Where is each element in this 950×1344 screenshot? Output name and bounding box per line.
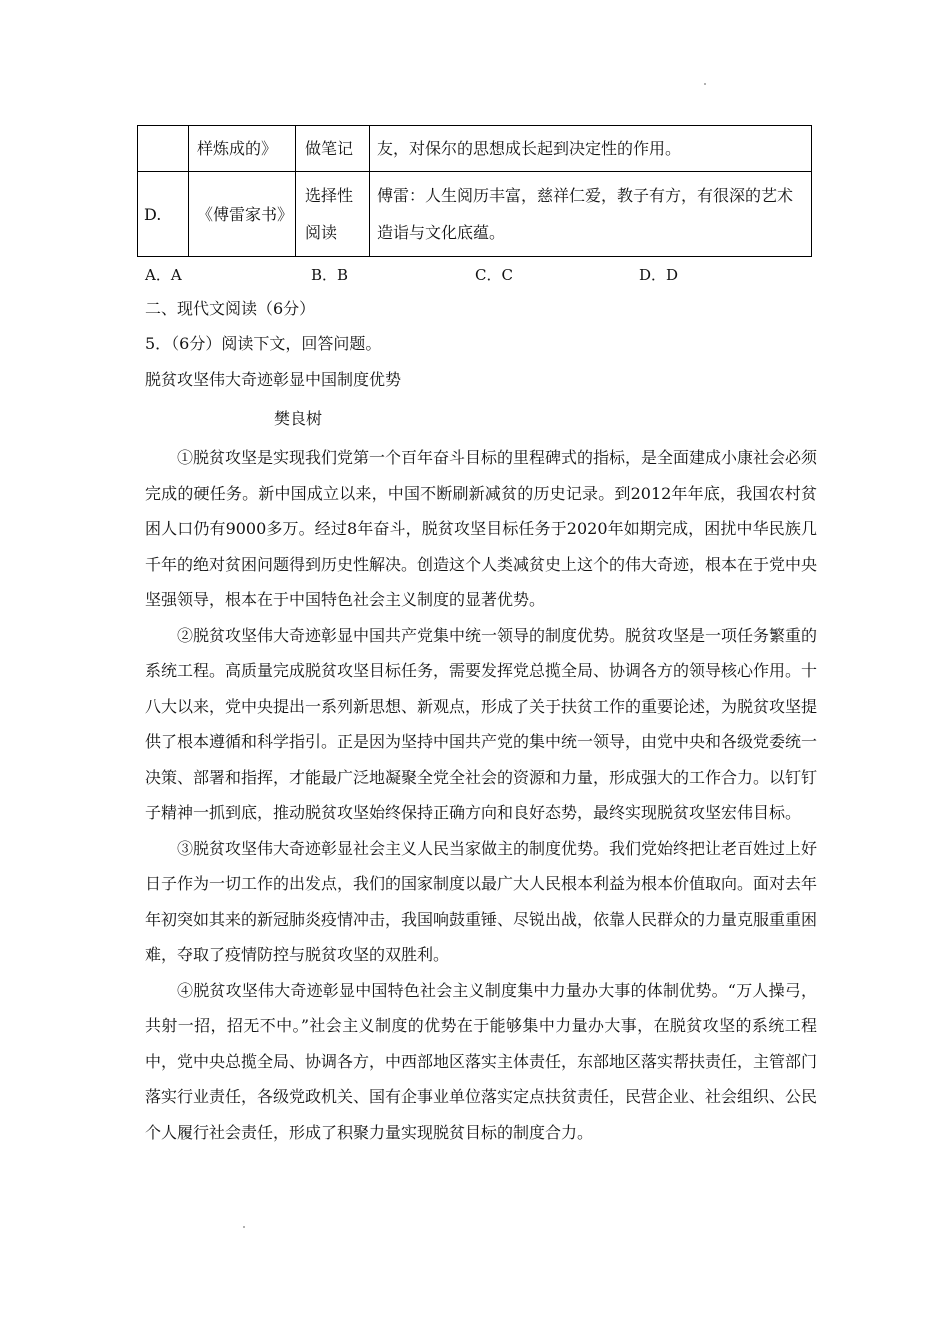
table-cell-method: 做笔记 xyxy=(296,126,370,172)
article-paragraph-3: ③脱贫攻坚伟大奇迹彰显社会主义人民当家做主的制度优势。我们党始终把让老百姓过上好日子作为一切工作的出发点，我们的国家制度以最广大人民根本利益为根本价值取向。面对去年年初突如其来的新冠肺炎疫情冲击，我国响鼓重锤、尽锐出战，依靠人民群众的力量克服重重困难，夺取了疫情防控与脱贫攻坚的双胜利。 xyxy=(145,838,818,964)
choice-a[interactable]: A．A xyxy=(145,266,182,284)
table-cell-option: D. xyxy=(138,172,189,257)
scan-mark xyxy=(704,83,706,85)
article-paragraph-1: ①脱贫攻坚是实现我们党第一个百年奋斗目标的里程碑式的指标，是全面建成小康社会必须完成的硬任务。新中国成立以来，中国不断刷新减贫的历史记录。到2012年年底，我国农村贫困人口仍有9000多万。经过8年奋斗，脱贫攻坚目标任务于2020年如期完成，困扰中华民族几千年的绝对贫困问题得到历史性解决。创造这个人类减贫史上这个的伟大奇迹，根本在于党中央坚强领导，根本在于中国特色社会主义制度的显著优势。 xyxy=(145,448,818,609)
table-cell-book: 样炼成的》 xyxy=(189,126,296,172)
scan-mark xyxy=(243,1226,245,1228)
answer-choices xyxy=(145,264,845,284)
article-title: 脱贫攻坚伟大奇迹彰显中国制度优势 xyxy=(145,370,402,389)
choice-d[interactable]: D．D xyxy=(639,266,679,284)
choice-c[interactable]: C．C xyxy=(475,266,513,284)
table-cell-content: 傅雷：人生阅历丰富，慈祥仁爱，教子有方，有很深的艺术造诣与文化底蕴。 xyxy=(370,172,812,257)
table-row xyxy=(138,126,812,172)
article-author: 樊良树 xyxy=(274,409,323,428)
article-paragraph-2: ②脱贫攻坚伟大奇迹彰显中国共产党集中统一领导的制度优势。脱贫攻坚是一项任务繁重的系统工程。高质量完成脱贫攻坚目标任务，需要发挥党总揽全局、协调各方的领导核心作用。十八大以来，党中央提出一系列新思想、新观点，形成了关于扶贫工作的重要论述，为脱贫攻坚提供了根本遵循和科学指引。正是因为坚持中国共产党的集中统一领导，由党中央和各级党委统一决策、部署和指挥，才能最广泛地凝聚全党全社会的资源和力量，形成强大的工作合力。以钉钉子精神一抓到底，推动脱贫攻坚始终保持正确方向和良好态势，最终实现脱贫攻坚宏伟目标。 xyxy=(145,625,818,822)
answer-options-table xyxy=(137,125,812,257)
question-prompt: 5．（6分）阅读下文，回答问题。 xyxy=(145,334,382,353)
table-cell-content: 友，对保尔的思想成长起到决定性的作用。 xyxy=(370,126,812,172)
table-cell-option xyxy=(138,126,189,172)
section-heading: 二、现代文阅读（6分） xyxy=(145,299,316,318)
article-paragraph-4: ④脱贫攻坚伟大奇迹彰显中国特色社会主义制度集中力量办大事的体制优势。“万人操弓，共射一招，招无不中。”社会主义制度的优势在于能够集中力量办大事，在脱贫攻坚的系统工程中，党中央总揽全局、协调各方，中西部地区落实主体责任，东部地区落实帮扶责任，主管部门落实行业责任，各级党政机关、国有企事业单位落实定点扶贫责任，民营企业、社会组织、公民个人履行社会责任，形成了积聚力量实现脱贫目标的制度合力。 xyxy=(145,980,818,1142)
table-cell-book: 《傅雷家书》 xyxy=(189,172,296,257)
table-row xyxy=(138,172,812,257)
table-cell-method: 选择性阅读 xyxy=(296,172,370,257)
choice-b[interactable]: B．B xyxy=(311,266,349,284)
article-body xyxy=(145,440,817,1150)
